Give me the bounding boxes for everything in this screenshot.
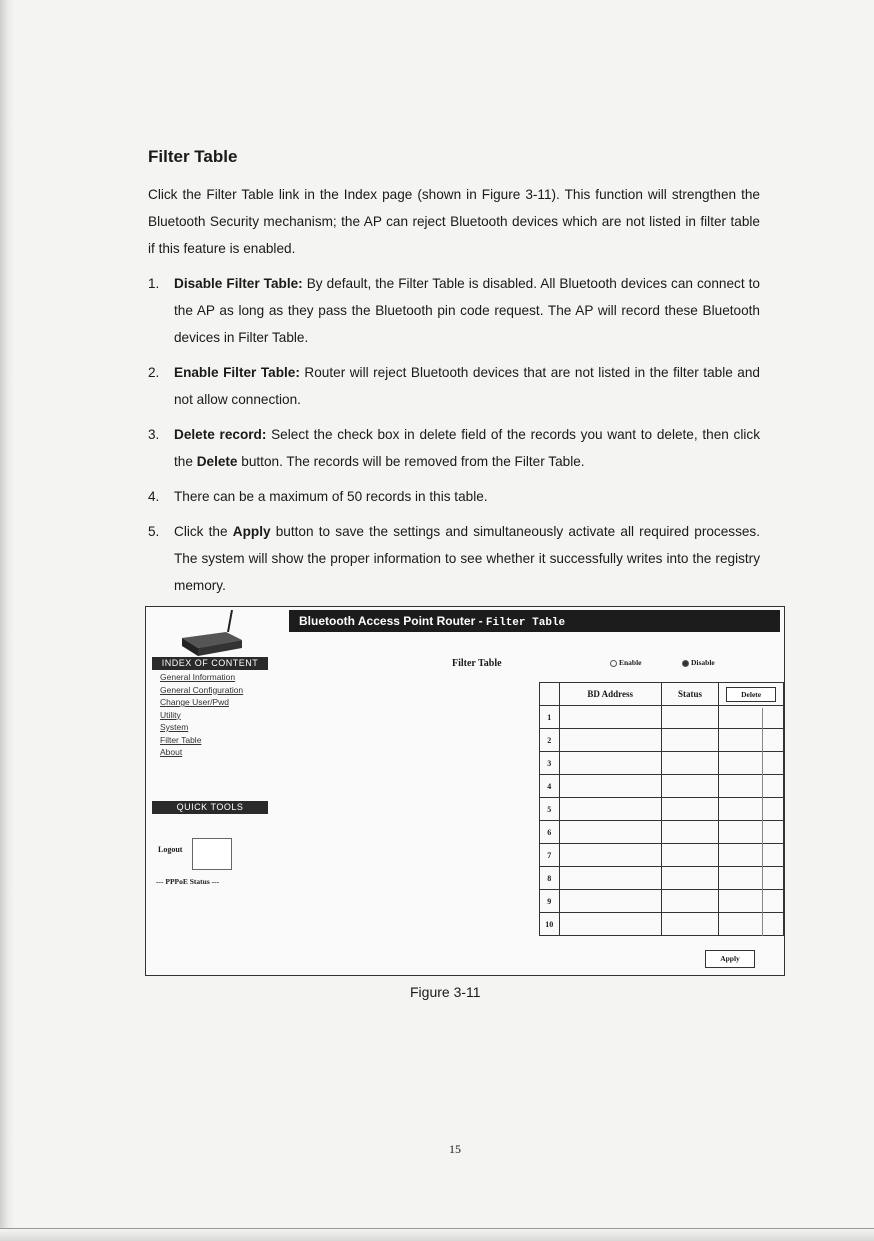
delete-button[interactable]: Delete (726, 687, 776, 702)
page-left-shadow (0, 0, 14, 1241)
radio-selected-icon (682, 660, 689, 667)
figure-screenshot (145, 606, 785, 976)
pppoe-status: --- PPPoE Status --- (156, 877, 220, 886)
logout-control[interactable]: Logout (156, 838, 222, 868)
table-row: 5 (540, 798, 784, 821)
enable-radio[interactable]: Enable (610, 658, 642, 667)
page-bottom-edge (0, 1228, 874, 1241)
table-header-row (540, 683, 784, 706)
link-system[interactable]: System (160, 722, 189, 732)
table-row: 9 (540, 890, 784, 913)
disable-radio[interactable]: Disable (682, 658, 715, 667)
link-change-user-pwd[interactable]: Change User/Pwd (160, 697, 229, 707)
filter-table-label: Filter Table (452, 658, 502, 669)
list-item: 5. Click the Apply button to save the settings and simultaneously activate all required processes. The system will show the proper information to see whether it successfully writes into the registry memory. (148, 524, 760, 593)
table-row: 6 (540, 821, 784, 844)
table-row: 2 (540, 729, 784, 752)
table-row: 7 (540, 844, 784, 867)
list-item: 1. Disable Filter Table: By default, the Filter Table is disabled. All Bluetooth devices can connect to the AP as long as they pass the Bluetooth pin code request. The AP will record these Bluetooth devices in Filter Table. (148, 276, 760, 345)
col-status: Status (661, 683, 719, 706)
table-row: 8 (540, 867, 784, 890)
link-general-configuration[interactable]: General Configuration (160, 684, 244, 695)
figure-title-bar: Bluetooth Access Point Router - Filter Table (289, 610, 780, 632)
link-general-information[interactable]: General Information (160, 672, 236, 682)
radio-icon (610, 660, 617, 667)
section-heading: Filter Table (148, 147, 238, 166)
link-about[interactable]: About (160, 747, 183, 757)
intro-paragraph: Click the Filter Table link in the Index page (shown in Figure 3-11). This function will strengthen the Bluetooth Security mechanism; the AP can reject Bluetooth devices which are not listed in filter table if this feature is enabled. (148, 187, 760, 256)
router-icon (176, 610, 246, 658)
list-item: 3. Delete record: Select the check box in delete field of the records you want to delete, then click the Delete button. The records will be removed from the Filter Table. (148, 427, 760, 469)
col-bd-address: BD Address (559, 683, 661, 706)
table-row: 1 (540, 706, 784, 729)
page-number: 15 (449, 1142, 461, 1156)
figure-caption: Figure 3-11 (410, 984, 481, 1000)
table-row: 10 (540, 913, 784, 936)
table-scrollbar[interactable] (762, 708, 768, 936)
link-utility[interactable]: Utility (160, 709, 181, 720)
index-links (160, 671, 243, 759)
filter-table (539, 682, 784, 936)
list-item: 4. There can be a maximum of 50 records in this table. (148, 489, 488, 504)
apply-button[interactable]: Apply (705, 950, 755, 968)
quick-tools-header: QUICK TOOLS (152, 801, 268, 814)
table-row: 3 (540, 752, 784, 775)
table-row: 4 (540, 775, 784, 798)
list-item: 2. Enable Filter Table: Router will reject Bluetooth devices that are not listed in the filter table and not allow connection. (148, 365, 760, 407)
index-header: INDEX OF CONTENT (152, 657, 268, 670)
link-filter-table[interactable]: Filter Table (160, 734, 202, 745)
logout-button[interactable] (192, 838, 232, 870)
instruction-list (148, 270, 760, 607)
